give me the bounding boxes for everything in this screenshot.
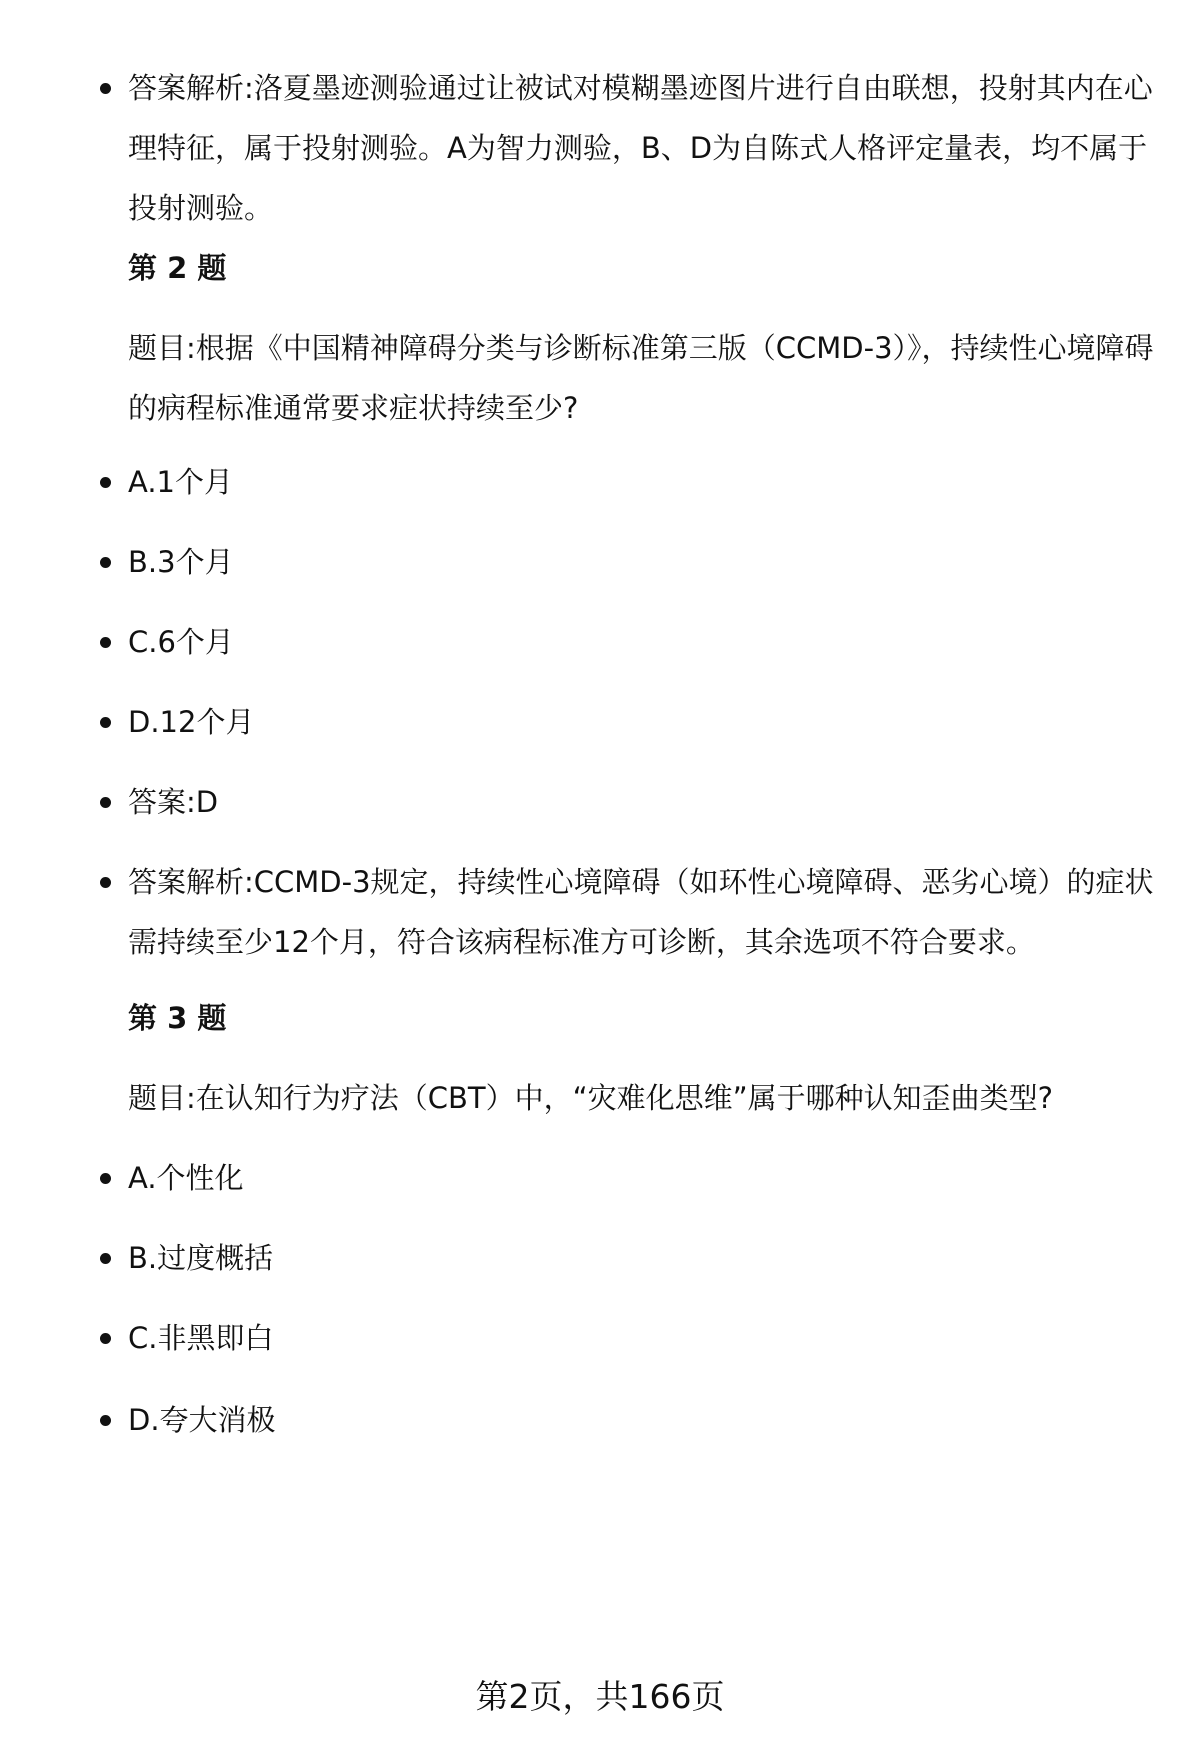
question-2-heading: 第 2 题 (128, 251, 227, 285)
q3-option-c: C.非黑即白 (128, 1308, 1158, 1368)
question-3-stem: 题目:在认知行为疗法（CBT）中，“灾难化思维”属于哪种认知歪曲类型? (128, 1081, 1054, 1115)
question-3-heading: 第 3 题 (128, 1001, 227, 1035)
q2-option-c: C.6个月 (128, 612, 1158, 672)
q2-answer-explanation: 答案解析:CCMD-3规定，持续性心境障碍（如环性心境障碍、恶劣心境）的症状需持续至少12个月，符合该病程标准方可诊断，其余选项不符合要求。 (128, 852, 1158, 972)
q2-option-a: A.1个月 (128, 452, 1158, 512)
q2-option-d: D.12个月 (128, 692, 1158, 752)
q2-answer: 答案:D (128, 772, 1158, 832)
q2-option-b: B.3个月 (128, 532, 1158, 592)
page-footer: 第2页，共166页 (475, 1677, 725, 1716)
q3-option-a: A.个性化 (128, 1148, 1158, 1208)
answer-explanation-prev: 答案解析:洛夏墨迹测验通过让被试对模糊墨迹图片进行自由联想，投射其内在心理特征，属于投射测验。A为智力测验，B、D为自陈式人格评定量表，均不属于投射测验。 (128, 58, 1158, 238)
question-2-stem: 题目:根据《中国精神障碍分类与诊断标准第三版（CCMD-3）》，持续性心境障碍的病程标准通常要求症状持续至少? (128, 331, 1154, 425)
q3-option-d: D.夸大消极 (128, 1390, 1158, 1450)
q3-option-b: B.过度概括 (128, 1228, 1158, 1288)
